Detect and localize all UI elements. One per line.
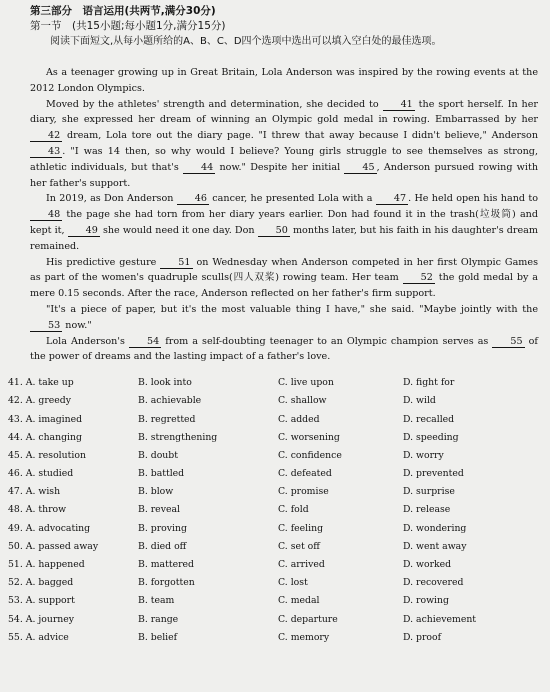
option-c: C. live upon: [278, 377, 334, 389]
option-d: D. speeding: [403, 431, 459, 443]
passage-paragraph: Lola Anderson's 54 from a self-doubting teenager to an Olympic champion serves as 55 of the power of dreams and the lasting impact of a father's love.: [30, 335, 538, 363]
passage: [30, 65, 538, 365]
option-row: [8, 486, 538, 504]
blank-41: 41: [383, 99, 415, 111]
option-a: 43. A. imagined: [8, 413, 83, 425]
option-a: 51. A. happened: [8, 559, 85, 571]
option-row: [8, 395, 538, 413]
passage-paragraph: In 2019, as Don Anderson 46 cancer, he presented Lola with a 47 . He held open his hand to 48 the page she had torn from her diary years earlier. Don had found it in the trash(垃圾筒) and kept it, 49 she would need it one day. Don 50 months later, but his faith in his daughter's dream remained.: [30, 193, 538, 252]
option-c: C. feeling: [278, 522, 324, 534]
option-a: 42. A. greedy: [8, 395, 71, 407]
option-c: C. worsening: [278, 431, 340, 443]
option-c: C. confidence: [278, 449, 342, 461]
blank-43: 43: [30, 146, 62, 158]
option-b: B. belief: [138, 631, 178, 643]
option-row: [8, 613, 538, 632]
option-row: [8, 577, 538, 595]
option-b: B. doubt: [138, 449, 178, 461]
option-a: 52. A. bagged: [8, 577, 74, 589]
blank-50: 50: [258, 225, 290, 237]
option-d: D. wondering: [403, 522, 467, 534]
option-a: 41. A. take up: [8, 377, 74, 389]
option-row: [8, 504, 538, 522]
option-b: B. strengthening: [138, 431, 218, 443]
option-b: B. proving: [138, 522, 187, 534]
option-a: 44. A. changing: [8, 431, 82, 443]
option-c: C. lost: [278, 577, 308, 589]
option-row: [8, 631, 538, 650]
option-d: D. fight for: [403, 377, 455, 389]
part-heading: 第三部分 语言运用(共两节,满分30分): [30, 5, 216, 17]
option-a: 50. A. passed away: [8, 540, 99, 552]
option-a: 53. A. support: [8, 595, 75, 607]
option-b: B. mattered: [138, 559, 194, 571]
option-a: 55. A. advice: [8, 631, 69, 643]
option-d: D. worry: [403, 449, 444, 461]
option-row: [8, 559, 538, 577]
option-row: [8, 595, 538, 613]
option-row: [8, 413, 538, 432]
option-b: B. blow: [138, 486, 174, 498]
option-b: B. range: [138, 613, 179, 625]
blank-45: 45: [344, 162, 376, 174]
option-b: B. reveal: [138, 504, 180, 516]
option-c: C. departure: [278, 613, 338, 625]
option-c: C. medal: [278, 595, 320, 607]
option-row: [8, 377, 538, 395]
option-d: D. worked: [403, 559, 452, 571]
option-c: C. set off: [278, 540, 320, 552]
option-d: D. wild: [403, 395, 436, 407]
option-d: D. achievement: [403, 613, 477, 625]
passage-paragraph: As a teenager growing up in Great Britain, Lola Anderson was inspired by the rowing events at the 2012 London Olympics.: [30, 67, 538, 94]
option-d: D. went away: [403, 540, 467, 552]
blank-46: 46: [177, 193, 209, 205]
option-d: D. prevented: [403, 468, 464, 480]
option-a: 54. A. journey: [8, 613, 75, 625]
option-a: 45. A. resolution: [8, 449, 86, 461]
blank-55: 55: [492, 336, 524, 348]
option-c: C. added: [278, 413, 320, 425]
option-c: C. arrived: [278, 559, 325, 571]
option-b: B. forgotten: [138, 577, 195, 589]
option-d: D. recovered: [403, 577, 464, 589]
option-c: C. promise: [278, 486, 329, 498]
option-d: D. proof: [403, 631, 442, 643]
passage-paragraph: His predictive gesture 51 on Wednesday when Anderson competed in her first Olympic Games as part of the women's quadruple sculls(四人双桨) rowing team. Her team 52 the gold medal by a mere 0.15 seconds. After the race, Anderson reflected on her father's firm support.: [30, 256, 539, 300]
option-b: B. regretted: [138, 413, 196, 425]
option-a: 47. A. wish: [8, 486, 61, 498]
option-b: B. look into: [138, 377, 192, 389]
option-b: B. achievable: [138, 395, 202, 407]
blank-52: 52: [403, 272, 435, 284]
blank-48: 48: [30, 209, 62, 221]
option-b: B. team: [138, 595, 175, 607]
option-d: D. rowing: [403, 595, 449, 607]
option-c: C. memory: [278, 631, 330, 643]
option-row: [8, 540, 538, 559]
section-heading: 第一节 (共15小题;每小题1分,满分15分): [30, 20, 226, 32]
option-d: D. recalled: [403, 413, 455, 425]
blank-42: 42: [30, 130, 62, 142]
option-row: [8, 468, 538, 486]
blank-47: 47: [376, 193, 408, 205]
option-row: [8, 522, 538, 541]
blank-44: 44: [183, 162, 215, 174]
option-d: D. release: [403, 504, 451, 516]
option-b: B. died off: [138, 540, 187, 552]
option-c: C. fold: [278, 504, 309, 516]
option-a: 48. A. throw: [8, 504, 67, 516]
option-a: 46. A. studied: [8, 468, 74, 480]
blank-51: 51: [160, 257, 192, 269]
answer-options: [8, 377, 538, 650]
option-row: [8, 449, 538, 468]
option-d: D. surprise: [403, 486, 455, 498]
passage-paragraph: Moved by the athletes' strength and determination, she decided to 41 the sport herself. In her diary, she expressed her dream of winning an Olympic gold medal in rowing. Embarrassed by her 42 dream, Lola tore out the diary page. "I threw that away because I didn't believe," Anderson 43 . "I was 14 then, so why would I believe? Young girls struggle to see themselves as strong, athletic individuals, but that's 44 now." Despite her initial 45 , Anderson pursued rowing with her father's support.: [30, 98, 538, 189]
option-c: C. shallow: [278, 395, 327, 407]
instruction-text: 阅读下面短文,从每小题所给的A、B、C、D四个选项中选出可以填入空白处的最佳选项。: [50, 36, 442, 47]
option-c: C. defeated: [278, 468, 332, 480]
blank-53: 53: [30, 320, 62, 332]
option-a: 49. A. advocating: [8, 522, 91, 534]
blank-49: 49: [68, 225, 100, 237]
option-b: B. battled: [138, 468, 185, 480]
option-row: [8, 431, 538, 450]
passage-paragraph: "It's a piece of paper, but it's the most valuable thing I have," she said. "Maybe jointly with the 53 now.": [30, 302, 538, 334]
blank-54: 54: [129, 336, 161, 348]
